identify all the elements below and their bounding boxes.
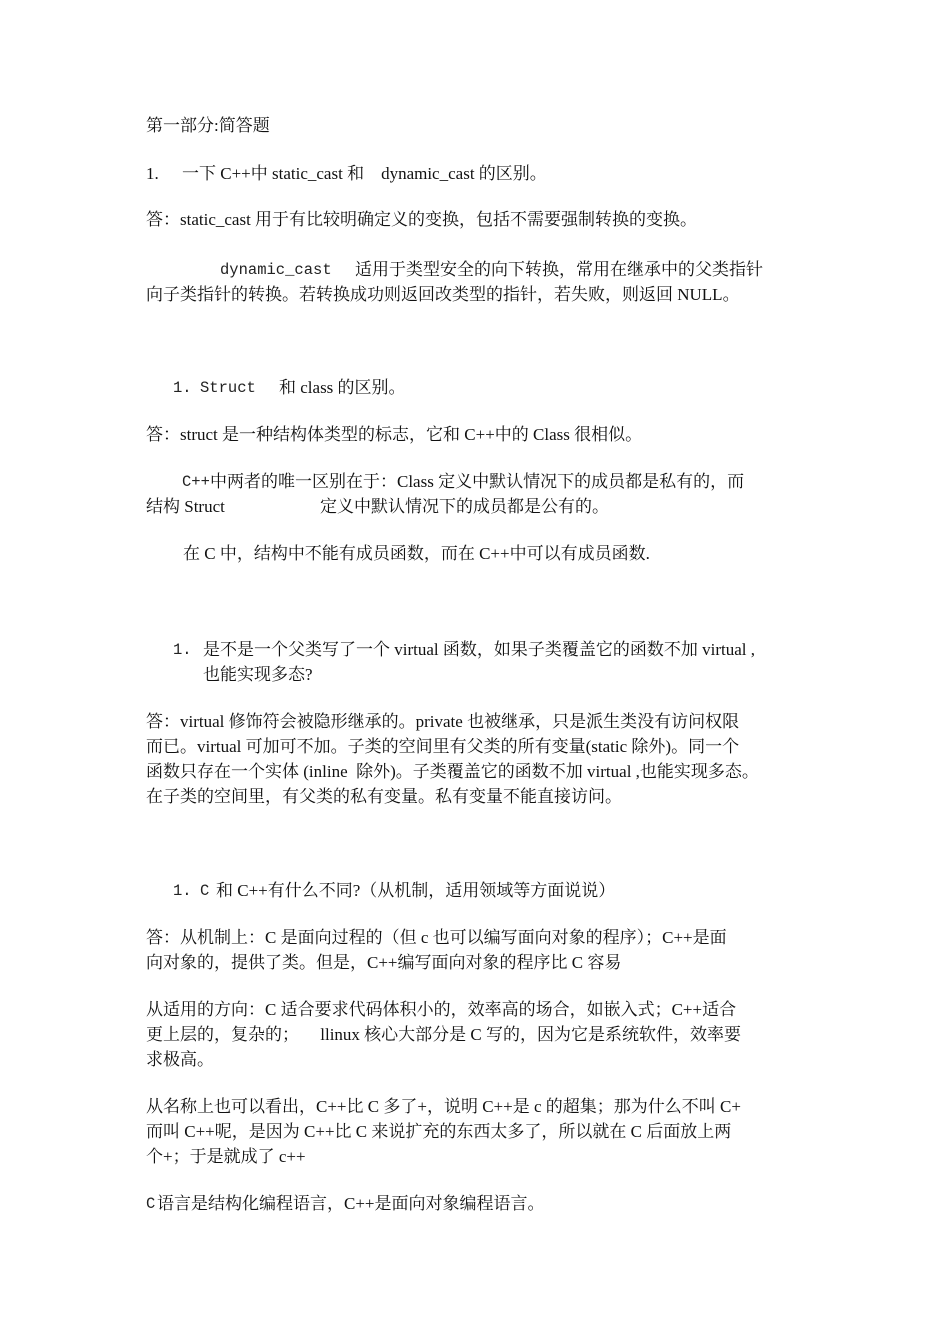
answer-4-p2-line-1: 从适用的方向：C 适合要求代码体积小的，效率高的场合，如嵌入式；C++适合	[146, 1000, 737, 1019]
question-2-number: 1.	[173, 379, 192, 397]
question-4-text: 和 C++有什么不同?（从机制，适用领域等方面说说）	[216, 881, 616, 900]
answer-2-line-3a: 结构 Struct	[146, 497, 225, 516]
answer-2-line-1: 答：struct 是一种结构体类型的标志，它和 C++中的 Class 很相似。	[146, 425, 643, 444]
answer-4-p4-line-1: 语言是结构化编程语言，C++是面向对象编程语言。	[157, 1194, 545, 1213]
answer-3-line-1: 答：virtual 修饰符会被隐形继承的。private 也被继承，只是派生类没有访问权限	[146, 712, 740, 731]
question-1-number: 1.	[146, 164, 159, 183]
question-3-line-1: 是不是一个父类写了一个 virtual 函数，如果子类覆盖它的函数不加 virtual ,	[203, 640, 756, 659]
question-1-text: 一下 C++中 static_cast 和 dynamic_cast 的区别。	[182, 164, 547, 183]
question-3-line-2: 也能实现多态?	[203, 665, 313, 684]
answer-2-line-4: 在 C 中，结构中不能有成员函数，而在 C++中可以有成员函数.	[183, 544, 650, 563]
answer-2-line-2: 中两者的唯一区别在于：Class 定义中默认情况下的成员都是私有的，而	[210, 472, 745, 491]
answer-4-p2-line-2: 更上层的，复杂的； llinux 核心大部分是 C 写的，因为它是系统软件，效率要	[146, 1025, 742, 1044]
answer-4-p1-line-2: 向对象的，提供了类。但是，C++编写面向对象的程序比 C 容易	[146, 953, 622, 972]
answer-4-p3-line-1: 从名称上也可以看出，C++比 C 多了+，说明 C++是 c 的超集；那为什么不叫 C+	[146, 1097, 741, 1116]
answer-4-p1-line-1: 答：从机制上：C 是面向过程的（但 c 也可以编写面向对象的程序）；C++是面	[146, 928, 727, 947]
answer-4-p3-line-3: 个+；于是就成了 c++	[146, 1147, 306, 1166]
question-2-code-term: Struct	[200, 379, 256, 397]
question-4-code-term: C	[200, 882, 210, 900]
answer-3-line-3: 函数只存在一个实体 (inline 除外)。子类覆盖它的函数不加 virtual ,也能实现多态。	[146, 762, 759, 781]
answer-4-p2-line-3: 求极高。	[146, 1050, 214, 1069]
answer-3-line-4: 在子类的空间里，有父类的私有变量。私有变量不能直接访问。	[146, 787, 622, 806]
answer-1-line-1: 答：static_cast 用于有比较明确定义的变换，包括不需要强制转换的变换。	[146, 210, 698, 229]
answer-1-code-term: dynamic_cast	[220, 261, 332, 279]
question-2-text: 和 class 的区别。	[279, 378, 406, 397]
answer-2-line-3b: 定义中默认情况下的成员都是公有的。	[320, 497, 609, 516]
question-4-number: 1.	[173, 882, 192, 900]
answer-1-line-2: 适用于类型安全的向下转换，常用在继承中的父类指针	[355, 260, 763, 279]
answer-4-p4-code-term: C	[146, 1195, 156, 1213]
answer-2-prefix: C++	[182, 473, 210, 491]
answer-3-line-2: 而已。virtual 可加可不加。子类的空间里有父类的所有变量(static 除外)。同一个	[146, 737, 740, 756]
answer-4-p3-line-2: 而叫 C++呢，是因为 C++比 C 来说扩充的东西太多了，所以就在 C 后面放上两	[146, 1122, 732, 1141]
answer-1-line-3: 向子类指针的转换。若转换成功则返回改类型的指针，若失败，则返回 NULL。	[146, 285, 740, 304]
section-heading: 第一部分:简答题	[146, 116, 270, 135]
question-3-number: 1.	[173, 641, 192, 659]
